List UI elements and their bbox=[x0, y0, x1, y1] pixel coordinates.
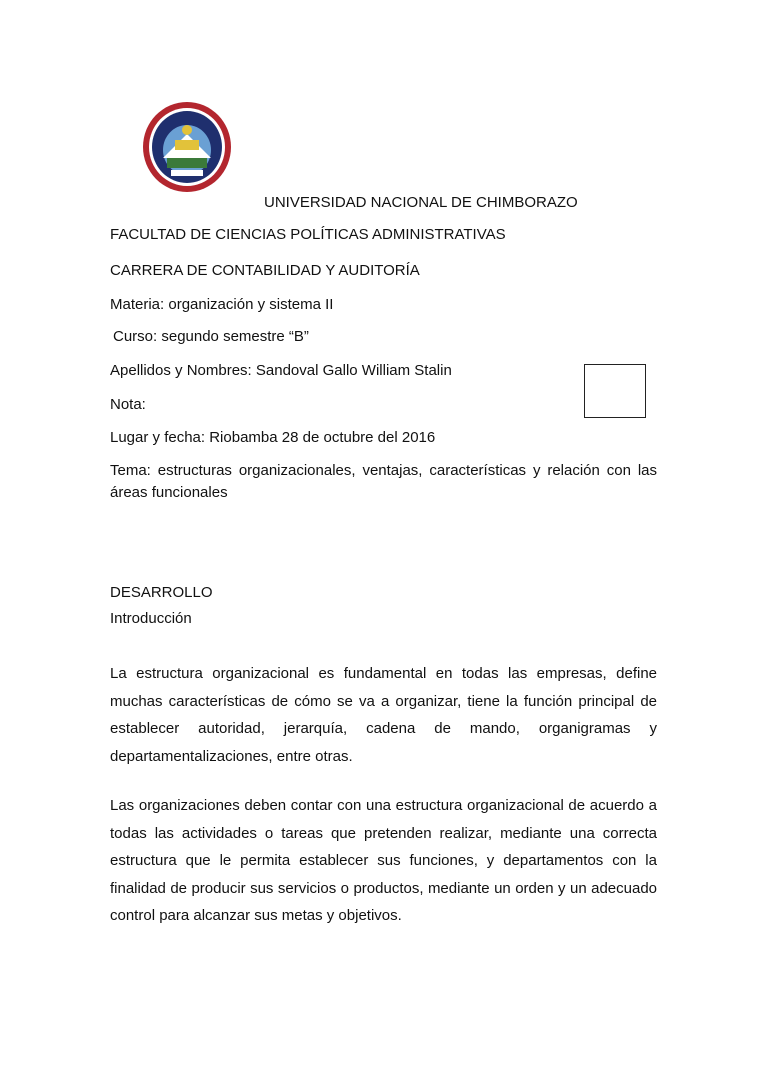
section-title: DESARROLLO bbox=[110, 584, 213, 601]
grade-box bbox=[584, 364, 646, 418]
paragraph-1: La estructura organizacional es fundamental en todas las empresas, define muchas características de cómo se va a organizar, tiene la función principal de establecer autoridad, jerarquía, cadena de mando, organigramas y departamentalizaciones, entre otras. bbox=[110, 665, 657, 765]
tema-line: Tema: estructuras organizacionales, ventajas, características y relación con las áreas funcionales bbox=[110, 462, 657, 501]
faculty-name: FACULTAD DE CIENCIAS POLÍTICAS ADMINISTRATIVAS bbox=[110, 226, 506, 243]
lugar-fecha-line: Lugar y fecha: Riobamba 28 de octubre del 2016 bbox=[110, 429, 436, 446]
paragraph-2: Las organizaciones deben contar con una estructura organizacional de acuerdo a todas las actividades o tareas que pretenden realizar, mediante una correcta estructura que le permita establecer sus funciones, y departamentos con la finalidad de producir sus servicios o productos, mediante un orden y un adecuado control para alcanzar sus metas y objetivos. bbox=[110, 797, 657, 924]
university-name: UNIVERSIDAD NACIONAL DE CHIMBORAZO bbox=[264, 194, 578, 211]
career-name: CARRERA DE CONTABILIDAD Y AUDITORÍA bbox=[110, 262, 420, 279]
university-seal-icon bbox=[141, 100, 233, 194]
nombres-line: Apellidos y Nombres: Sandoval Gallo William Stalin bbox=[110, 362, 452, 379]
materia-line: Materia: organización y sistema II bbox=[110, 296, 334, 313]
subsection-title: Introducción bbox=[110, 610, 192, 627]
nota-label: Nota: bbox=[110, 396, 146, 413]
curso-line: Curso: segundo semestre “B” bbox=[113, 328, 309, 345]
